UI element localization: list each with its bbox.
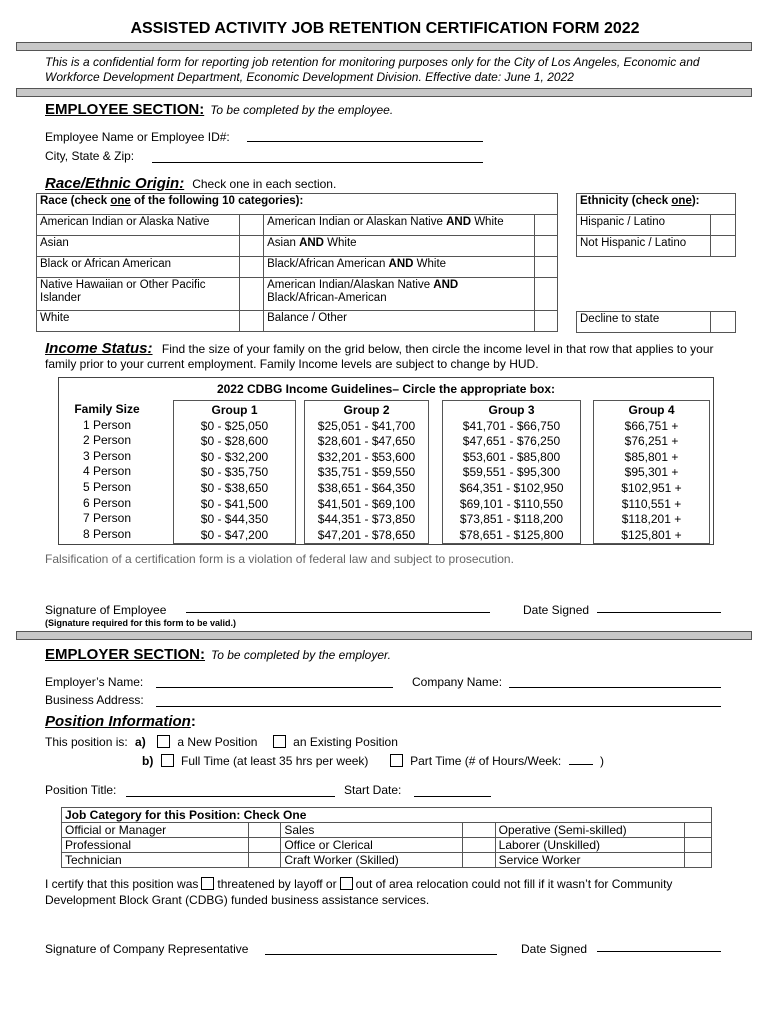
race-option: American Indian or Alaska Native — [37, 215, 240, 236]
race-table-header: Race (check one of the following 10 categories): — [37, 194, 558, 215]
signature-note: (Signature required for this form to be valid.) — [45, 618, 237, 628]
income-cell[interactable]: $59,551 - $95,300 — [462, 465, 561, 480]
job-category-checkbox[interactable] — [463, 823, 495, 838]
business-address-field[interactable] — [156, 706, 721, 707]
employee-name-field[interactable] — [247, 141, 483, 142]
income-cell[interactable]: $0 - $47,200 — [200, 527, 269, 542]
divider-bar — [16, 42, 752, 51]
job-category-header: Job Category for this Position: Check One — [62, 808, 712, 823]
ethnicity-header: Ethnicity (check one): — [577, 194, 736, 215]
hours-per-week-field[interactable] — [569, 764, 593, 765]
position-row-b: b) Full Time (at least 35 hrs per week) Part Time (# of Hours/Week: ) — [142, 754, 604, 768]
ethnicity-checkbox[interactable] — [711, 215, 736, 236]
race-table — [36, 193, 558, 332]
certify-statement: I certify that this position was threatened by layoff or out of area relocation could not fill if it wasn’t for Community Development Block Grant (CDBG) funded business assistance services. — [45, 877, 673, 907]
job-category-option: Service Worker — [495, 853, 684, 868]
company-signature-field[interactable] — [265, 954, 497, 955]
new-position-checkbox[interactable] — [157, 735, 170, 748]
income-guidelines-table — [58, 377, 714, 545]
income-cell[interactable]: $118,201 + — [621, 512, 682, 527]
income-cell[interactable]: $0 - $41,500 — [200, 496, 269, 511]
income-cell[interactable]: $73,851 - $118,200 — [459, 512, 564, 527]
race-checkbox[interactable] — [240, 278, 264, 311]
company-name-field[interactable] — [509, 687, 721, 688]
income-cell[interactable]: $125,801 + — [621, 527, 682, 542]
race-option: Black/African American AND White — [264, 257, 535, 278]
position-row-a: This position is: a) a New Position an Existing Position — [45, 735, 398, 749]
race-checkbox[interactable] — [240, 311, 264, 332]
income-table-title: 2022 CDBG Income Guidelines– Circle the appropriate box: — [216, 382, 556, 396]
part-time-checkbox[interactable] — [390, 754, 403, 767]
race-checkbox[interactable] — [535, 311, 558, 332]
employee-section-heading: EMPLOYEE SECTION: To be completed by the employee. — [45, 101, 394, 118]
income-cell[interactable]: $0 - $38,650 — [200, 480, 269, 495]
date-signed-label: Date Signed — [523, 603, 590, 617]
form-title: ASSISTED ACTIVITY JOB RETENTION CERTIFICATION FORM 2022 — [130, 20, 640, 37]
employee-signature-label: Signature of Employee — [45, 603, 167, 617]
income-cell[interactable]: $69,101 - $110,550 — [459, 496, 564, 511]
divider-bar — [16, 631, 752, 640]
income-cell[interactable]: $0 - $28,600 — [200, 434, 269, 449]
city-state-zip-field[interactable] — [152, 162, 483, 163]
income-status-block: Income Status: Find the size of your family on the grid below, then circle the income level in that row that applies to your family prior to your current employment. Family Income levels are subject to change by HUD. — [45, 340, 714, 371]
business-address-label: Business Address: — [45, 693, 144, 707]
position-title-label: Position Title: — [45, 783, 117, 797]
job-category-option: Office or Clerical — [281, 838, 463, 853]
family-size: 5 Person — [82, 479, 132, 494]
decline-table — [576, 311, 736, 333]
income-cell[interactable]: $102,951 + — [621, 480, 682, 495]
income-cell[interactable]: $35,751 - $59,550 — [317, 465, 416, 480]
group-1-column: Group 1 $0 - $25,050 $0 - $28,600 $0 - $32,200 $0 - $35,750 $0 - $38,650 $0 - $41,500 $0 - $44,350 $0 - $47,200 — [173, 400, 296, 544]
full-time-checkbox[interactable] — [161, 754, 174, 767]
family-size: 7 Person — [82, 511, 132, 526]
company-date-field[interactable] — [597, 951, 721, 952]
employee-name-label: Employee Name or Employee ID#: — [45, 130, 230, 144]
income-cell[interactable]: $41,501 - $69,100 — [317, 496, 416, 511]
race-option: American Indian/Alaskan Native AND Black/African-American — [264, 278, 535, 311]
race-option: Balance / Other — [264, 311, 535, 332]
family-size: 3 Person — [82, 448, 132, 463]
start-date-field[interactable] — [414, 796, 491, 797]
race-option: Asian AND White — [264, 236, 535, 257]
race-option: American Indian or Alaskan Native AND White — [264, 215, 535, 236]
race-checkbox[interactable] — [535, 257, 558, 278]
falsification-warning: Falsification of a certification form is a violation of federal law and subject to prosecution. — [45, 552, 514, 566]
income-cell[interactable]: $0 - $44,350 — [200, 512, 269, 527]
position-info-heading: Position Information: — [45, 713, 196, 730]
income-cell[interactable]: $47,201 - $78,650 — [317, 527, 416, 542]
income-cell[interactable]: $64,351 - $102,950 — [459, 480, 564, 495]
intro-text: This is a confidential form for reporting job retention for monitoring purposes only for the City of Los Angeles, Economic and Workforce Development Department, Economic Development Division. Effective date: June 1, 2022 — [45, 55, 700, 84]
income-cell[interactable]: $0 - $25,050 — [200, 418, 269, 433]
ethnicity-checkbox[interactable] — [711, 236, 736, 257]
race-checkbox[interactable] — [535, 278, 558, 311]
race-checkbox[interactable] — [240, 215, 264, 236]
out-of-area-relocation-checkbox[interactable] — [340, 877, 353, 890]
ethnicity-option: Decline to state — [577, 312, 711, 333]
threatened-by-layoff-checkbox[interactable] — [201, 877, 214, 890]
job-category-checkbox[interactable] — [684, 853, 711, 868]
income-cell[interactable]: $53,601 - $85,800 — [462, 449, 561, 464]
income-cell[interactable]: $0 - $32,200 — [200, 449, 269, 464]
job-category-option: Sales — [281, 823, 463, 838]
job-category-checkbox[interactable] — [249, 853, 281, 868]
family-size: 6 Person — [82, 495, 132, 510]
family-size-column: Family Size 1 Person 2 Person 3 Person 4 Person 5 Person 6 Person 7 Person 8 Person — [65, 402, 149, 542]
job-category-option: Craft Worker (Skilled) — [281, 853, 463, 868]
income-cell[interactable]: $110,551 + — [621, 496, 682, 511]
income-cell[interactable]: $32,201 - $53,600 — [317, 449, 416, 464]
income-cell[interactable]: $78,651 - $125,800 — [459, 527, 564, 542]
employee-date-field[interactable] — [597, 612, 721, 613]
family-size: 1 Person — [82, 417, 132, 432]
ethnicity-checkbox[interactable] — [711, 312, 736, 333]
income-cell[interactable]: $28,601 - $47,650 — [317, 434, 416, 449]
income-cell[interactable]: $0 - $35,750 — [200, 465, 269, 480]
existing-position-checkbox[interactable] — [273, 735, 286, 748]
job-category-option: Official or Manager — [62, 823, 249, 838]
employee-signature-field[interactable] — [186, 612, 490, 613]
race-checkbox[interactable] — [535, 236, 558, 257]
income-cell[interactable]: $66,751 + — [624, 418, 679, 433]
group-4-column: Group 4 $66,751 + $76,251 + $85,801 + $95,301 + $102,951 + $110,551 + $118,201 + $125,801 + — [593, 400, 710, 544]
employer-name-field[interactable] — [156, 687, 393, 688]
race-heading: Race/Ethnic Origin: Check one in each section. — [45, 175, 337, 192]
job-category-option: Operative (Semi-skilled) — [495, 823, 684, 838]
job-category-checkbox[interactable] — [463, 853, 495, 868]
company-name-label: Company Name: — [412, 675, 503, 689]
ethnicity-table — [576, 193, 736, 257]
job-category-option: Professional — [62, 838, 249, 853]
family-size: 8 Person — [82, 526, 132, 541]
group-3-column: Group 3 $41,701 - $66,750 $47,651 - $76,250 $53,601 - $85,800 $59,551 - $95,300 $64,351 - $102,950 $69,101 - $110,550 $73,851 - $118,200 $78,651 - $125,800 — [442, 400, 581, 544]
income-cell[interactable]: $44,351 - $73,850 — [317, 512, 416, 527]
job-category-checkbox[interactable] — [249, 823, 281, 838]
group-2-column: Group 2 $25,051 - $41,700 $28,601 - $47,650 $32,201 - $53,600 $35,751 - $59,550 $38,651 - $64,350 $41,501 - $69,100 $44,351 - $73,850 $47,201 - $78,650 — [304, 400, 429, 544]
income-cell[interactable]: $41,701 - $66,750 — [462, 418, 561, 433]
income-cell[interactable]: $85,801 + — [624, 449, 679, 464]
race-checkbox[interactable] — [535, 215, 558, 236]
income-cell[interactable]: $76,251 + — [624, 434, 679, 449]
race-checkbox[interactable] — [240, 257, 264, 278]
income-cell[interactable]: $47,651 - $76,250 — [462, 434, 561, 449]
divider-bar — [16, 88, 752, 97]
company-date-signed-label: Date Signed — [521, 942, 588, 956]
ethnicity-option: Hispanic / Latino — [577, 215, 711, 236]
race-option: Black or African American — [37, 257, 240, 278]
job-category-checkbox[interactable] — [684, 838, 711, 853]
income-cell[interactable]: $25,051 - $41,700 — [317, 418, 416, 433]
employer-section-heading: EMPLOYER SECTION: To be completed by the employer. — [45, 646, 391, 663]
race-checkbox[interactable] — [240, 236, 264, 257]
job-category-option: Technician — [62, 853, 249, 868]
race-option: Native Hawaiian or Other Pacific Islander — [37, 278, 240, 311]
race-option: Asian — [37, 236, 240, 257]
family-size: 4 Person — [82, 464, 132, 479]
family-size: 2 Person — [82, 433, 132, 448]
company-signature-label: Signature of Company Representative — [45, 942, 249, 956]
job-category-checkbox[interactable] — [463, 838, 495, 853]
employer-name-label: Employer’s Name: — [45, 675, 144, 689]
job-category-checkbox[interactable] — [684, 823, 711, 838]
income-cell[interactable]: $95,301 + — [624, 465, 679, 480]
ethnicity-option: Not Hispanic / Latino — [577, 236, 711, 257]
income-cell[interactable]: $38,651 - $64,350 — [317, 480, 416, 495]
start-date-label: Start Date: — [344, 783, 402, 797]
job-category-checkbox[interactable] — [249, 838, 281, 853]
city-state-zip-label: City, State & Zip: — [45, 149, 135, 163]
race-option: White — [37, 311, 240, 332]
position-title-field[interactable] — [126, 796, 335, 797]
job-category-table — [61, 807, 712, 868]
job-category-option: Laborer (Unskilled) — [495, 838, 684, 853]
